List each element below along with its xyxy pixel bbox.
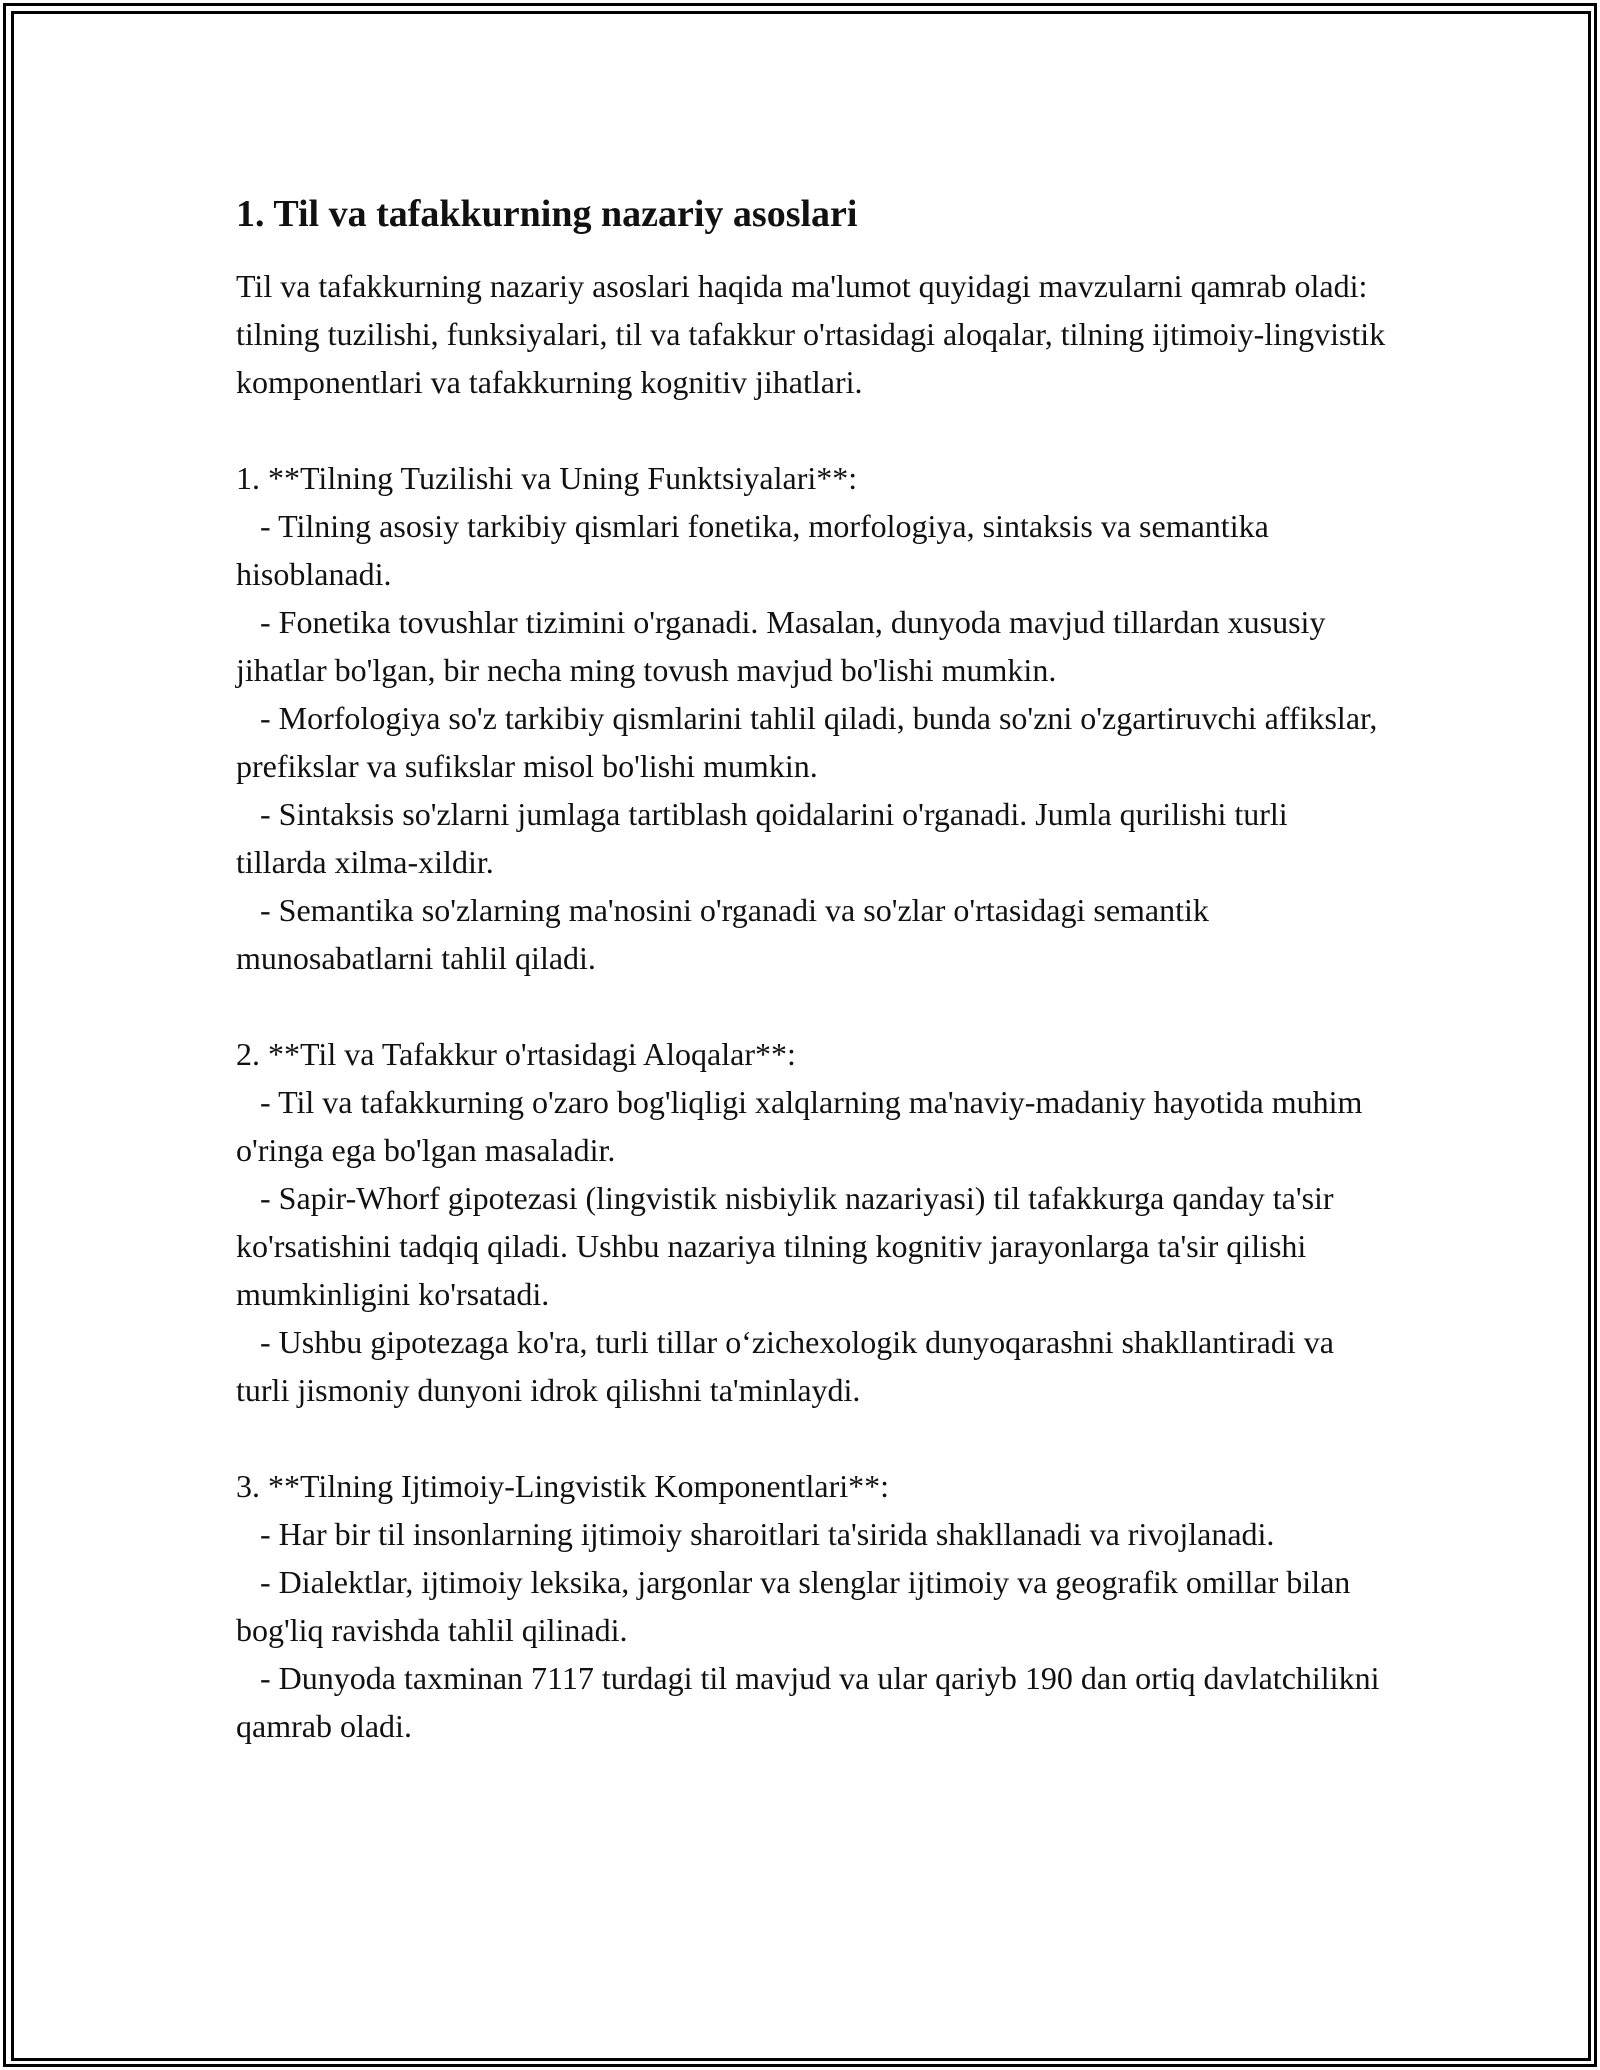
list-item: - Dunyoda taxminan 7117 turdagi til mavjud va ular qariyb 190 dan ortiq davlatchilikni qamrab oladi. (236, 1660, 1388, 1744)
list-item: - Har bir til insonlarning ijtimoiy sharoitlari ta'sirida shakllanadi va rivojlanadi. (236, 1516, 1275, 1552)
intro-paragraph: Til va tafakkurning nazariy asoslari haqida ma'lumot quyidagi mavzularni qamrab oladi: tilning tuzilishi, funksiyalari, til va tafakkur o'rtasidagi aloqalar, tilning ijtimoiy-lingvistik komponentlari va tafakkurning kognitiv jihatlari. (236, 268, 1386, 400)
document-body (236, 188, 1386, 1750)
list-item: - Ushbu gipotezaga ko'ra, turli tillar o‘zichexologik dunyoqarashni shakllantiradi va turli jismoniy dunyoni idrok qilishni ta'minlaydi. (236, 1324, 1342, 1408)
list-item: - Tilning asosiy tarkibiy qismlari fonetika, morfologiya, sintaksis va semantika hisoblanadi. (236, 508, 1277, 592)
section-relations (236, 1030, 1386, 1414)
section-structure (236, 454, 1386, 982)
list-item: - Dialektlar, ijtimoiy leksika, jargonlar va slenglar ijtimoiy va geografik omillar bilan bog'liq ravishda tahlil qilinadi. (236, 1564, 1359, 1648)
list-item: - Fonetika tovushlar tizimini o'rganadi. Masalan, dunyoda mavjud tillardan xususiy jihatlar bo'lgan, bir necha ming tovush mavjud bo'lishi mumkin. (236, 604, 1334, 688)
section-title: 2. **Til va Tafakkur o'rtasidagi Aloqalar**: (236, 1036, 796, 1072)
document-heading: 1. Til va tafakkurning nazariy asoslari (236, 193, 858, 235)
list-item: - Morfologiya so'z tarkibiy qismlarini tahlil qiladi, bunda so'zni o'zgartiruvchi affikslar, prefikslar va sufikslar misol bo'lishi mumkin. (236, 700, 1386, 784)
section-title: 1. **Tilning Tuzilishi va Uning Funktsiyalari**: (236, 460, 858, 496)
list-item: - Semantika so'zlarning ma'nosini o'rganadi va so'zlar o'rtasidagi semantik munosabatlarni tahlil qiladi. (236, 892, 1217, 976)
section-sociolinguistic (236, 1462, 1386, 1750)
list-item: - Sapir-Whorf gipotezasi (lingvistik nisbiylik nazariyasi) til tafakkurga qanday ta'sir ko'rsatishini tadqiq qiladi. Ushbu nazariya tilning kognitiv jarayonlarga ta'sir qilishi mumkinligini ko'rsatadi. (236, 1180, 1342, 1312)
list-item: - Sintaksis so'zlarni jumlaga tartiblash qoidalarini o'rganadi. Jumla qurilishi turli tillarda xilma-xildir. (236, 796, 1296, 880)
section-title: 3. **Tilning Ijtimoiy-Lingvistik Komponentlari**: (236, 1468, 890, 1504)
list-item: - Til va tafakkurning o'zaro bog'liqligi xalqlarning ma'naviy-madaniy hayotida muhim o'ringa ega bo'lgan masaladir. (236, 1084, 1371, 1168)
